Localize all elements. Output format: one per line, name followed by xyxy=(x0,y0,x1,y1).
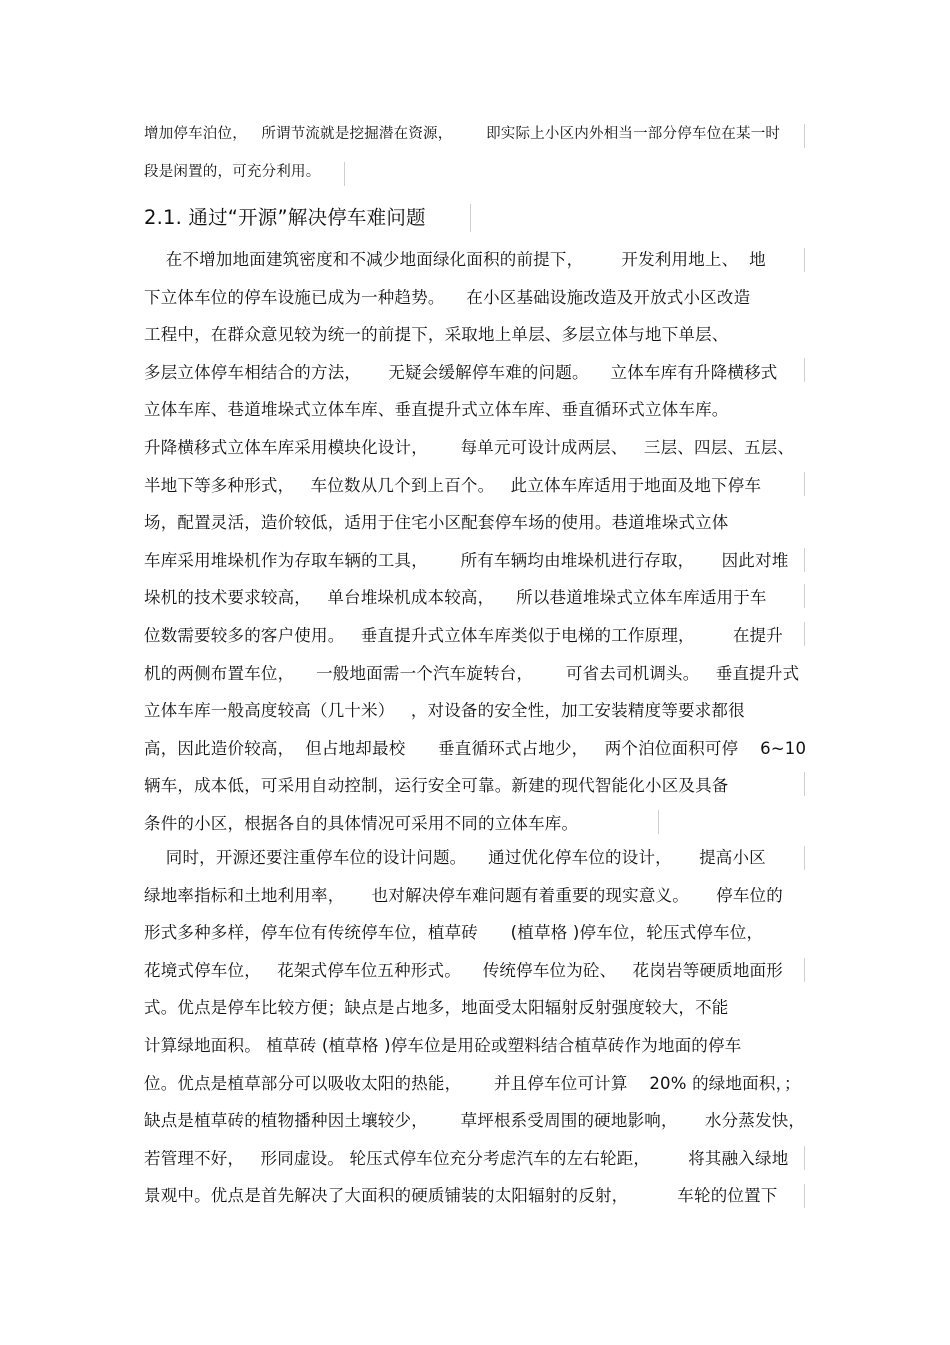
text-box-edge xyxy=(804,772,805,796)
section-heading: 2.1. 通过“开源”解决停车难问题 xyxy=(144,206,426,229)
text-box-edge xyxy=(470,204,471,232)
text-line: 式。优点是停车比较方便；缺点是占地多，地面受太阳辐射反射强度较大，不能 xyxy=(144,998,729,1018)
text-line: 同时，开源还要注重停车位的设计问题。 通过优化停车位的设计， 提高小区 xyxy=(144,848,766,867)
text-box-edge xyxy=(804,248,805,272)
text-line: 绿地率指标和土地利用率， 也对解决停车难问题有着重要的现实意义。 停车位的 xyxy=(144,885,783,905)
text-box-edge xyxy=(804,584,805,608)
text-line: 立体车库一般高度较高（几十米） ，对设备的安全性，加工安装精度等要求都很 xyxy=(144,701,745,721)
text-line: 半地下等多种形式， 车位数从几个到上百个。 此立体车库适用于地面及地下停车 xyxy=(144,475,762,495)
text-box-edge xyxy=(804,958,805,982)
text-line: 若管理不好， 形同虚设。 轮压式停车位充分考虑汽车的左右轮距， 将其融入绿地 xyxy=(144,1148,789,1168)
text-box-edge xyxy=(804,1184,805,1208)
text-line: 车库采用堆垛机作为存取车辆的工具， 所有车辆均由堆垛机进行存取， 因此对堆 xyxy=(144,550,789,570)
text-line: 景观中。优点是首先解决了大面积的硬质铺装的太阳辐射的反射， 车轮的位置下 xyxy=(144,1186,778,1206)
text-line: 立体车库、巷道堆垛式立体车库、垂直提升式立体车库、垂直循环式立体车库。 xyxy=(144,400,729,420)
text-line: 工程中，在群众意见较为统一的前提下，采取地上单层、多层立体与地下单层、 xyxy=(144,325,729,345)
text-box-edge xyxy=(804,124,805,148)
text-line: 条件的小区，根据各自的具体情况可采用不同的立体车库。 xyxy=(144,814,579,833)
text-box-edge xyxy=(804,358,805,382)
text-box-edge xyxy=(804,846,805,870)
text-line: 多层立体停车相结合的方法， 无疑会缓解停车难的问题。 立体车库有升降横移式 xyxy=(144,362,778,382)
text-box-edge xyxy=(804,1146,805,1170)
text-line: 升降横移式立体车库采用模块化设计， 每单元可设计成两层、 三层、四层、五层、 xyxy=(144,438,795,457)
text-box-edge xyxy=(344,162,345,186)
text-line: 增加停车泊位， 所谓节流就是挖掘潜在资源， 即实际上小区内外相当一部分停车位在某一时 xyxy=(144,126,781,142)
text-box-edge xyxy=(804,472,805,496)
text-line: 位。优点是植草部分可以吸收太阳的热能， 并且停车位可计算 20% 的绿地面积，； xyxy=(144,1073,801,1093)
text-box-edge xyxy=(658,810,659,834)
text-line: 形式多种多样，停车位有传统停车位，植草砖 (植草格 )停车位，轮压式停车位， xyxy=(144,923,764,943)
text-line: 高，因此造价较高， 但占地却最校 垂直循环式占地少， 两个泊位面积可停 6~10 xyxy=(144,738,807,758)
text-line: 段是闲置的，可充分利用。 xyxy=(144,164,321,180)
text-line: 辆车，成本低，可采用自动控制，运行安全可靠。新建的现代智能化小区及具备 xyxy=(144,776,729,796)
text-line: 垛机的技术要求较高， 单台堆垛机成本较高， 所以巷道堆垛式立体车库适用于车 xyxy=(144,588,767,608)
text-box-edge xyxy=(804,548,805,572)
text-line: 计算绿地面积。 植草砖 (植草格 )停车位是用砼或塑料结合植草砖作为地面的停车 xyxy=(144,1036,742,1055)
text-line: 场，配置灵活，造价较低，适用于住宅小区配套停车场的使用。巷道堆垛式立体 xyxy=(144,513,729,533)
text-line: 花境式停车位， 花架式停车位五种形式。 传统停车位为砼、 花岗岩等硬质地面形 xyxy=(144,960,783,980)
text-line: 在不增加地面建筑密度和不减少地面绿化面积的前提下， 开发利用地上、 地 xyxy=(144,250,766,269)
text-line: 缺点是植草砖的植物播种因土壤较少， 草坪根系受周围的硬地影响， 水分蒸发快， xyxy=(144,1111,806,1131)
text-line: 下立体车位的停车设施已成为一种趋势。 在小区基础设施改造及开放式小区改造 xyxy=(144,287,751,307)
text-line: 位数需要较多的客户使用。 垂直提升式立体车库类似于电梯的工作原理， 在提升 xyxy=(144,626,783,645)
text-line: 机的两侧布置车位， 一般地面需一个汽车旋转台， 可省去司机调头。 垂直提升式 xyxy=(144,663,800,683)
text-box-edge xyxy=(804,622,805,646)
